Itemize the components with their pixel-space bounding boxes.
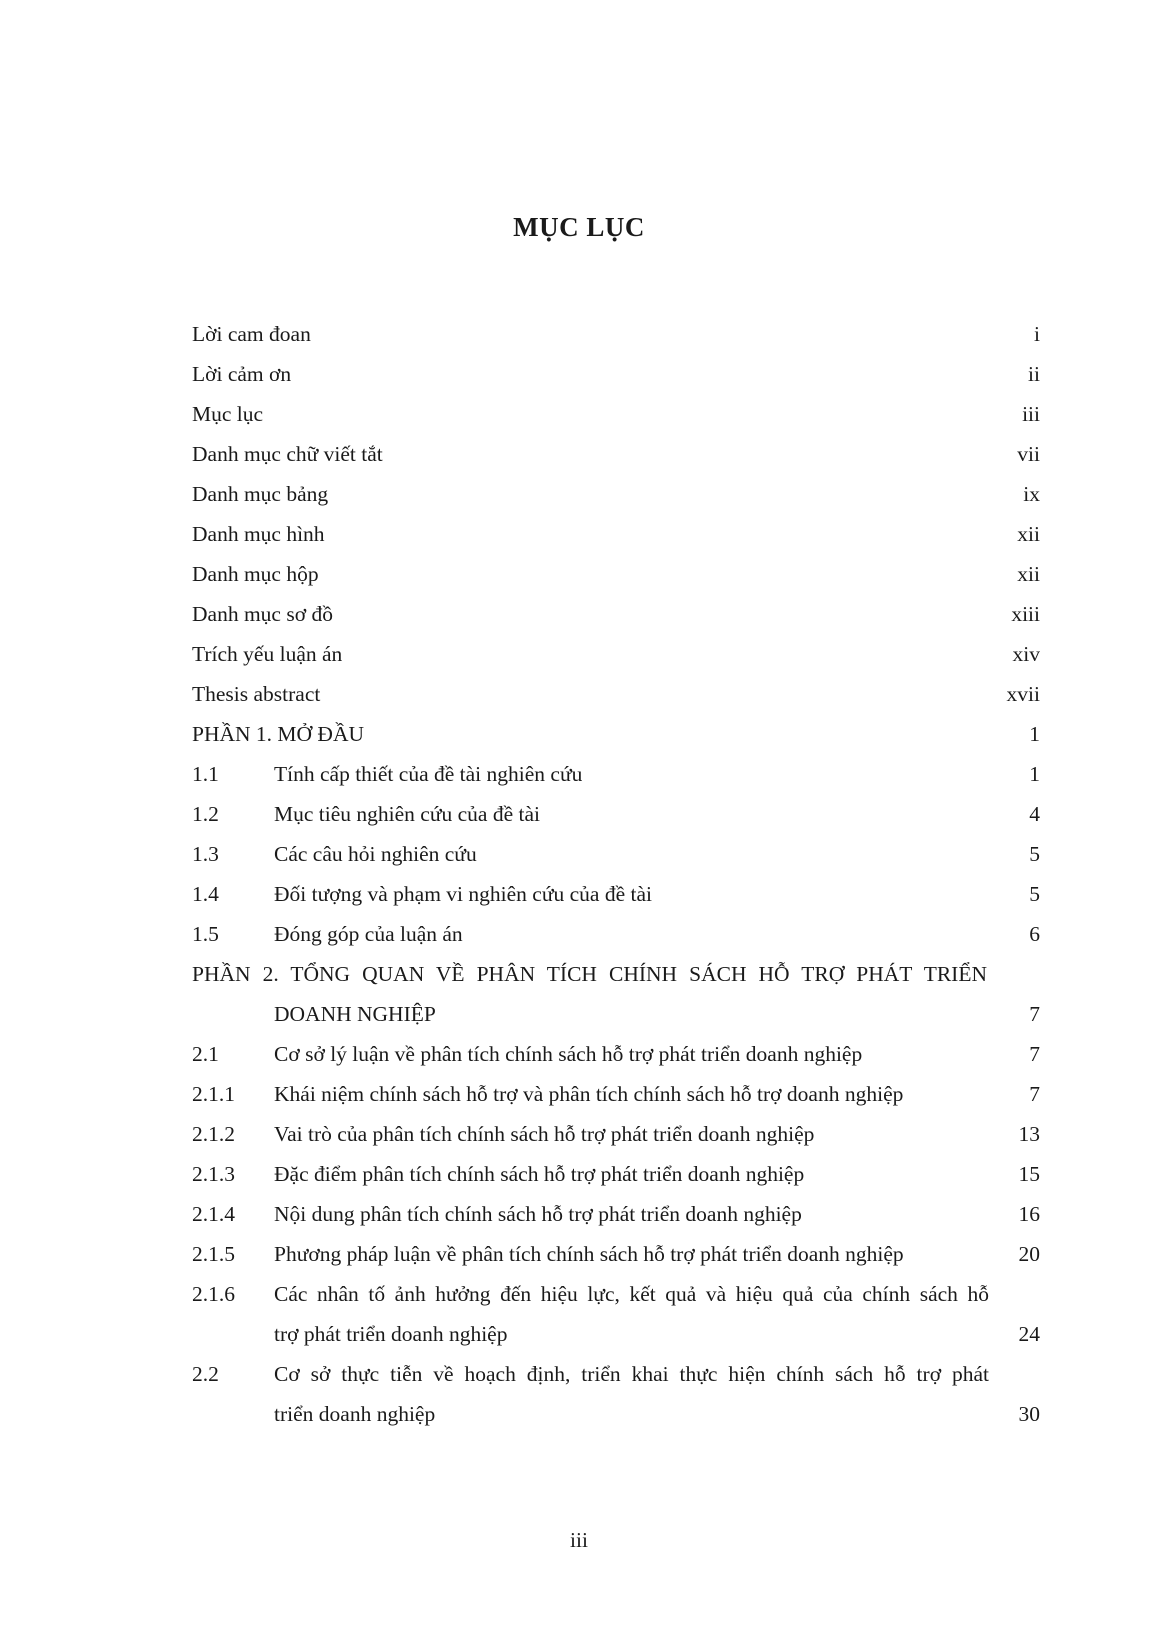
toc-page-number: 15 <box>1018 1162 1040 1186</box>
toc-section-entry[interactable] <box>192 1154 1040 1194</box>
toc-section-number: 1.3 <box>192 842 219 866</box>
toc-page-number: 7 <box>1029 1002 1040 1026</box>
toc-section-number: 1.2 <box>192 802 219 826</box>
toc-entry-text: PHẦN 1. MỞ ĐẦU <box>192 722 365 746</box>
toc-entry-text: Danh mục sơ đồ <box>192 602 333 626</box>
toc-section-entry[interactable] <box>192 794 1040 834</box>
toc-page-number: xiii <box>1011 602 1040 626</box>
toc-page-number: 1 <box>1029 722 1040 746</box>
toc-entry-text: Danh mục chữ viết tắt <box>192 442 383 466</box>
toc-entry-text: Cơ sở lý luận về phân tích chính sách hỗ trợ phát triển doanh nghiệp <box>274 1042 863 1066</box>
toc-section-number: 2.1.1 <box>192 1082 235 1106</box>
toc-page-number: ix <box>1023 482 1040 506</box>
toc-entry[interactable] <box>192 394 1040 434</box>
toc-page-number: 13 <box>1018 1122 1040 1146</box>
toc-entry-text: Lời cảm ơn <box>192 362 292 386</box>
toc-entry[interactable] <box>192 354 1040 394</box>
toc-entry-text: Vai trò của phân tích chính sách hỗ trợ phát triển doanh nghiệp <box>274 1122 815 1146</box>
toc-section-number: 1.5 <box>192 922 219 946</box>
table-of-contents <box>192 314 1040 1434</box>
toc-section-number: 2.1.5 <box>192 1242 235 1266</box>
toc-section-entry[interactable] <box>192 1074 1040 1114</box>
toc-page-number: 6 <box>1029 922 1040 946</box>
toc-section-entry[interactable] <box>192 834 1040 874</box>
toc-entry[interactable] <box>192 594 1040 634</box>
toc-section-entry[interactable] <box>192 874 1040 914</box>
toc-page-number: 7 <box>1029 1082 1040 1106</box>
toc-section-number: 1.1 <box>192 762 219 786</box>
toc-section-entry[interactable] <box>192 1034 1040 1074</box>
toc-page-number: 5 <box>1029 842 1040 866</box>
toc-page-number: 7 <box>1029 1042 1040 1066</box>
toc-section-number: 2.1 <box>192 1042 219 1066</box>
toc-entry-text: Danh mục hộp <box>192 562 319 586</box>
toc-entry-text: Đặc điểm phân tích chính sách hỗ trợ phát triển doanh nghiệp <box>274 1162 805 1186</box>
toc-entry-text: Thesis abstract <box>192 682 321 706</box>
toc-page-number: 4 <box>1029 802 1040 826</box>
toc-section-number: 2.1.2 <box>192 1122 235 1146</box>
toc-page-number: 16 <box>1018 1202 1040 1226</box>
toc-entry-text: Trích yếu luận án <box>192 642 343 666</box>
toc-entry[interactable] <box>192 674 1040 714</box>
toc-section-entry[interactable] <box>192 1114 1040 1154</box>
toc-entry[interactable] <box>192 514 1040 554</box>
toc-part-heading[interactable] <box>192 954 1040 1034</box>
toc-page-number: iii <box>1022 402 1040 426</box>
toc-section-entry[interactable] <box>192 914 1040 954</box>
toc-entry-text: Danh mục bảng <box>192 482 329 506</box>
toc-entry-text: Các câu hỏi nghiên cứu <box>274 842 477 866</box>
toc-section-number: 2.1.3 <box>192 1162 235 1186</box>
toc-page-number: 20 <box>1018 1242 1040 1266</box>
toc-section-number: 2.2 <box>192 1362 219 1386</box>
page-title: MỤC LỤC <box>513 212 645 242</box>
toc-section-number: 1.4 <box>192 882 219 906</box>
toc-entry-text: Lời cam đoan <box>192 322 311 346</box>
toc-entry-text: Đối tượng và phạm vi nghiên cứu của đề tài <box>274 882 652 906</box>
toc-page-number: xvii <box>1006 682 1040 706</box>
toc-entry-text: PHẦN 2. TỔNG QUAN VỀ PHÂN TÍCH CHÍNH SÁCH HỖ TRỢ PHÁT TRIỂN <box>192 962 987 986</box>
toc-section-entry[interactable] <box>192 1194 1040 1234</box>
toc-entry-text: Mục lục <box>192 402 264 426</box>
toc-entry-text: Phương pháp luận về phân tích chính sách hỗ trợ phát triển doanh nghiệp <box>274 1242 904 1266</box>
toc-page-number: xii <box>1017 562 1040 586</box>
page-footer-number: iii <box>570 1528 588 1552</box>
toc-entry-text: Khái niệm chính sách hỗ trợ và phân tích chính sách hỗ trợ doanh nghiệp <box>274 1082 904 1106</box>
toc-entry-text: Danh mục hình <box>192 522 325 546</box>
toc-section-number: 2.1.4 <box>192 1202 235 1226</box>
toc-section-entry[interactable] <box>192 1234 1040 1274</box>
toc-page-number: 24 <box>1018 1322 1040 1346</box>
toc-page-number: xiv <box>1012 642 1040 666</box>
toc-section-entry[interactable] <box>192 754 1040 794</box>
toc-page-number: i <box>1034 322 1040 346</box>
toc-entry-text: Mục tiêu nghiên cứu của đề tài <box>274 802 540 826</box>
toc-entry-text: Cơ sở thực tiễn về hoạch định, triển khai thực hiện chính sách hỗ trợ phát <box>274 1362 989 1386</box>
toc-page-number: ii <box>1028 362 1040 386</box>
toc-entry[interactable] <box>192 434 1040 474</box>
toc-page-number: vii <box>1017 442 1040 466</box>
toc-entry[interactable] <box>192 634 1040 674</box>
toc-entry-text: Các nhân tố ảnh hưởng đến hiệu lực, kết quả và hiệu quả của chính sách hỗ <box>274 1282 989 1306</box>
toc-entry-text: Nội dung phân tích chính sách hỗ trợ phát triển doanh nghiệp <box>274 1202 802 1226</box>
toc-entry[interactable] <box>192 314 1040 354</box>
toc-page-number: 1 <box>1029 762 1040 786</box>
toc-entry[interactable] <box>192 554 1040 594</box>
toc-page-number: 5 <box>1029 882 1040 906</box>
toc-entry-text: Tính cấp thiết của đề tài nghiên cứu <box>274 762 583 786</box>
toc-part-heading[interactable] <box>192 714 1040 754</box>
toc-entry-text: Đóng góp của luận án <box>274 922 463 946</box>
toc-entry-text-continued: trợ phát triển doanh nghiệp <box>274 1322 508 1346</box>
toc-entry-text-continued: triển doanh nghiệp <box>274 1402 436 1426</box>
toc-page-number: xii <box>1017 522 1040 546</box>
toc-entry-text-continued: DOANH NGHIỆP <box>274 1002 436 1026</box>
toc-entry[interactable] <box>192 474 1040 514</box>
toc-section-entry[interactable] <box>192 1274 1040 1354</box>
toc-section-number: 2.1.6 <box>192 1282 235 1306</box>
toc-page-number: 30 <box>1018 1402 1040 1426</box>
toc-section-entry[interactable] <box>192 1354 1040 1434</box>
